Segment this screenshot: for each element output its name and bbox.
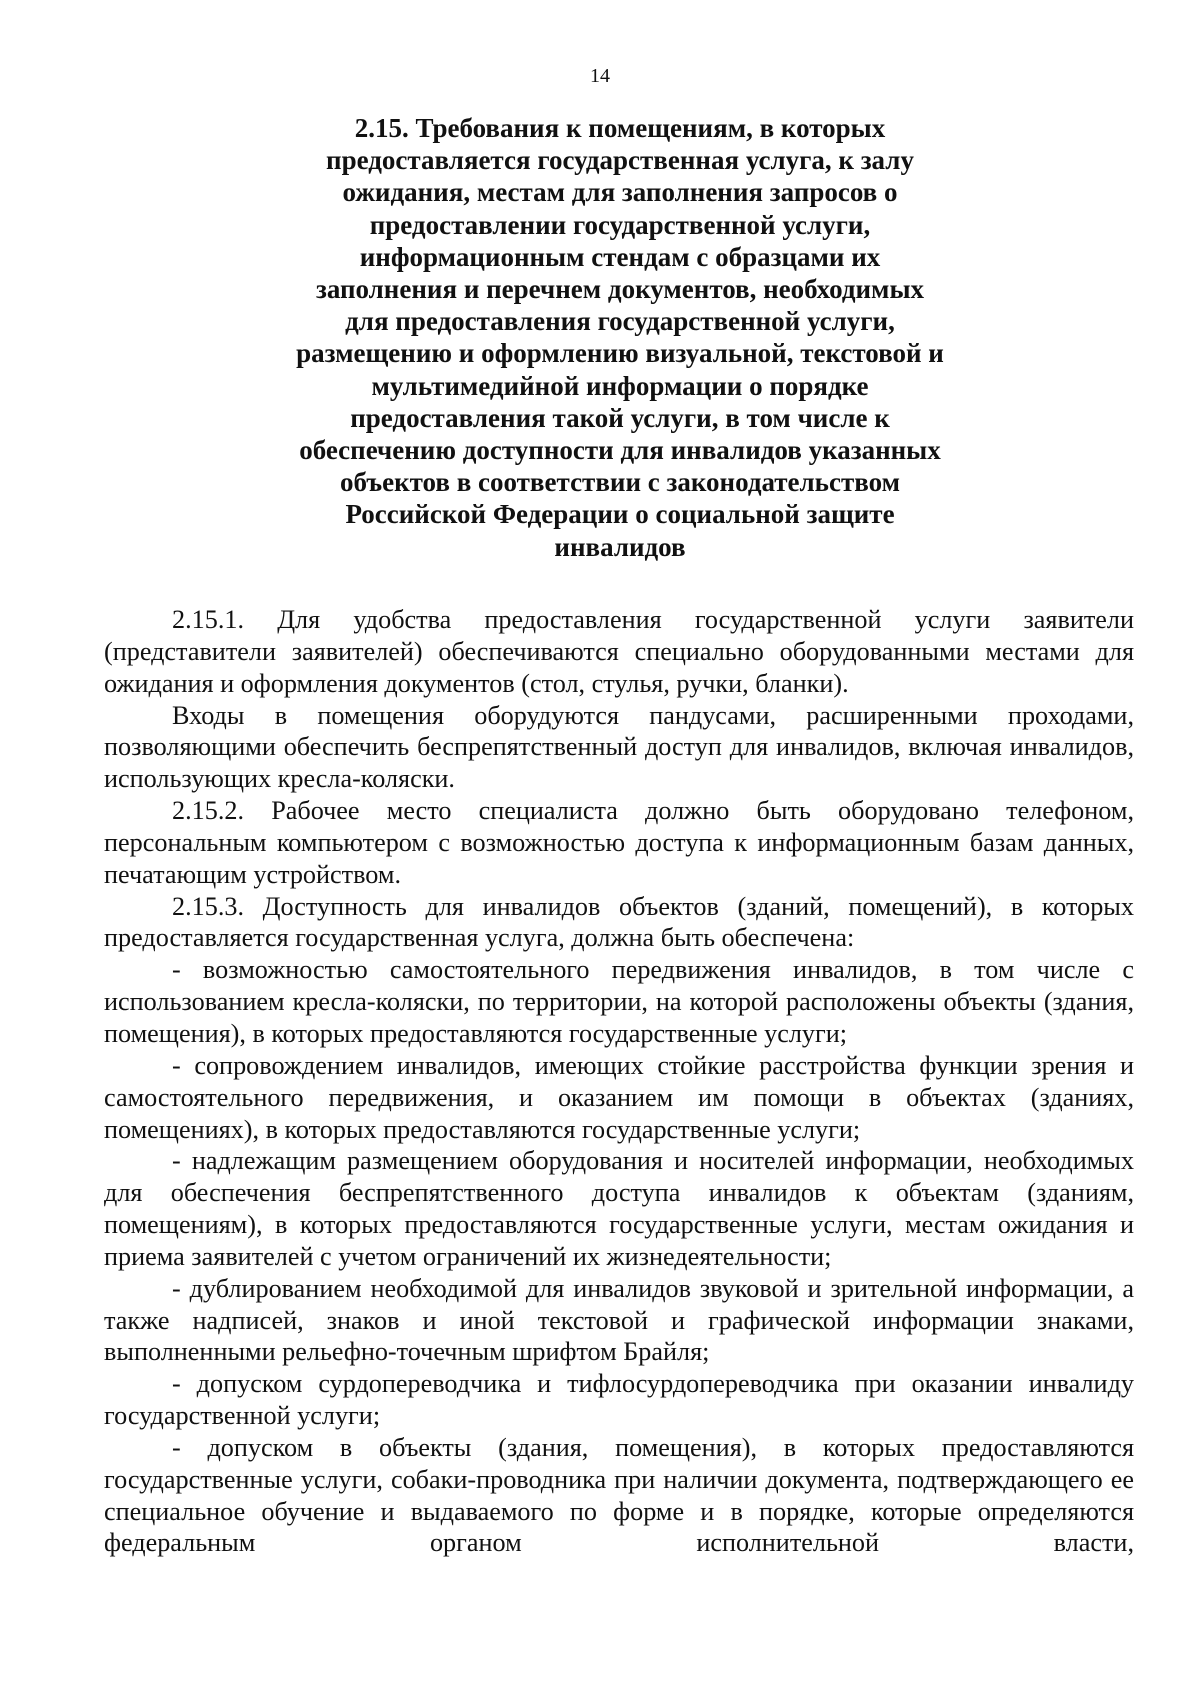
heading-line: предоставления такой услуги, в том числе к (350, 402, 890, 433)
paragraph-2-15-2: 2.15.2. Рабочее место специалиста должно быть оборудовано телефоном, персональным компьютером с возможностью доступа к информационным базам данных, печатающим устройством. (104, 796, 1134, 889)
paragraph-entrances: Входы в помещения оборудуются пандусами, расширенными проходами, позволяющими обеспечить беспрепятственный доступ для инвалидов, включая инвалидов, использующих кресла-коляски. (104, 700, 1134, 794)
page-number: 14 (590, 65, 610, 87)
heading-line: размещению и оформлению визуальной, текстовой и (296, 338, 944, 369)
list-item-braille-duplication: - дублированием необходимой для инвалидов звуковой и зрительной информации, а также надписей, знаков и иной текстовой и графической информации знаками, выполненными рельефно-точечным шрифтом Брайля; (104, 1273, 1134, 1367)
heading-line: для предоставления государственной услуги, (345, 306, 895, 337)
paragraph-2-15-3: 2.15.3. Доступность для инвалидов объектов (зданий, помещений), в которых предоставляется государственная услуга, должна быть обеспечена: (104, 891, 1134, 953)
heading-line: 2.15. Требования к помещениям, в которых (354, 113, 886, 143)
list-item-sign-interpreter: - допуском сурдопереводчика и тифлосурдопереводчика при оказании инвалиду государственной услуги; (104, 1369, 1134, 1431)
heading-line: предоставляется государственная услуга, к залу (326, 145, 914, 176)
body-text (104, 604, 1134, 1559)
heading-line: Российской Федерации о социальной защите (345, 499, 895, 530)
list-item-escort: - сопровождением инвалидов, имеющих стойкие расстройства функции зрения и самостоятельного передвижения, и оказанием им помощи в объектах (зданиях, помещениях), в которых предоставляются государственные услуги; (104, 1050, 1134, 1144)
heading-line: ожидания, местам для заполнения запросов о (342, 177, 898, 208)
heading-line: обеспечению доступности для инвалидов указанных (299, 435, 941, 466)
section-heading (250, 112, 990, 563)
heading-line: инвалидов (554, 531, 686, 562)
heading-line: объектов в соответствии с законодательством (340, 467, 900, 498)
list-item-independent-movement: - возможностью самостоятельного передвижения инвалидов, в том числе с использованием кресла-коляски, по территории, на которой расположены объекты (здания, помещения), в которых предоставляются государственные услуги; (104, 955, 1134, 1048)
heading-line: мультимедийной информации о порядке (371, 370, 869, 401)
list-item-guide-dog: - допуском в объекты (здания, помещения), в которых предоставляются государственные услуги, собаки-проводника при наличии документа, подтверждающего ее специальное обучение и выдаваемого по форме и в порядке, которые определяются федеральным органом исполнительной власти, (104, 1432, 1134, 1558)
list-item-equipment-placement: - надлежащим размещением оборудования и носителей информации, необходимых для обеспечения беспрепятственного доступа инвалидов к объектам (зданиям, помещениям), в которых предоставляются государственные услуги, местам ожидания и приема заявителей с учетом ограничений их жизнедеятельности; (104, 1146, 1134, 1271)
paragraph-2-15-1: 2.15.1. Для удобства предоставления государственной услуги заявители (представители заявителей) обеспечиваются специально оборудованными местами для ожидания и оформления документов (стол, стулья, ручки, бланки). (104, 605, 1134, 698)
heading-line: предоставлении государственной услуги, (369, 209, 871, 240)
heading-line: информационным стендам с образцами их (359, 241, 881, 272)
heading-line: заполнения и перечнем документов, необходимых (315, 274, 925, 305)
